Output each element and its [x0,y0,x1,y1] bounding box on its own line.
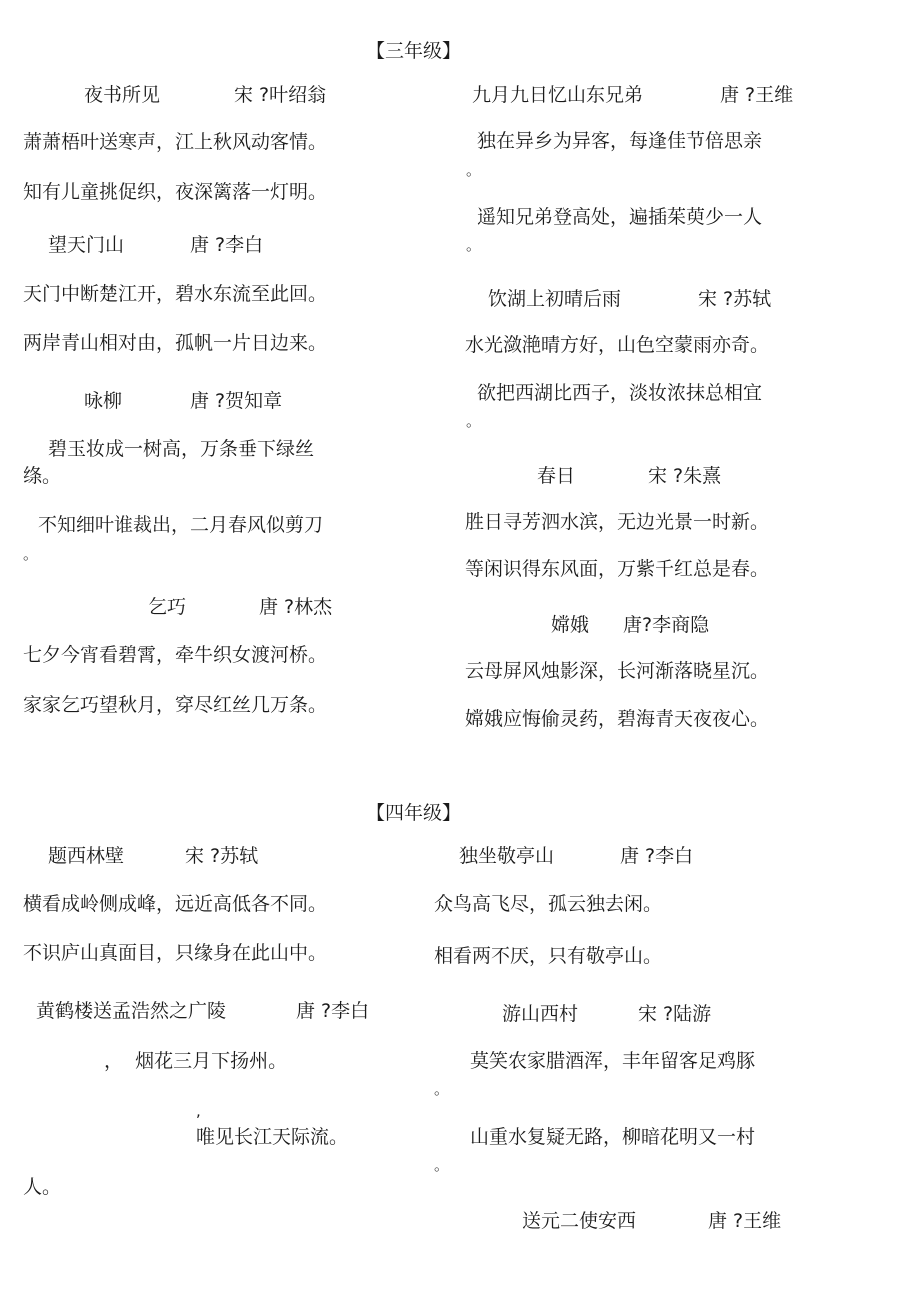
poem-line: 。 [23,545,39,563]
poem-line: 横看成岭侧成峰，远近高低各不同。 [23,893,328,915]
poem-line: 独在异乡为异客，每逢佳节倍思亲 [477,130,763,152]
poem-line: 绦。 [23,465,62,487]
poem-line: 水光潋滟晴方好，山色空蒙雨亦奇。 [465,334,770,356]
poem-line: 不识庐山真面目，只缘身在此山中。 [23,942,328,964]
grade3-heading: 【三年级】 [366,40,462,62]
poem-line: 莫笑农家腊酒浑，丰年留客足鸡豚 [470,1050,756,1072]
poem-title: 题西林壁 [48,845,125,867]
poem-title: 嫦娥 [551,614,590,636]
poem-author: 宋 ?苏轼 [698,288,772,310]
poem-line: 等闲识得东风面，万紫千红总是春。 [465,558,770,580]
poem-title: 独坐敬亭山 [459,845,555,867]
poem-author: 唐 ?李白 [296,1000,370,1022]
poem-title: 送元二使安西 [522,1210,637,1232]
poem-line: 云母屏风烛影深，长河渐落晓星沉。 [465,660,770,682]
poem-author: 宋 ?朱熹 [648,465,722,487]
grade4-heading: 【四年级】 [366,802,462,824]
poem-line: 。 [466,236,482,254]
poem-author: 唐 ?王维 [720,84,794,106]
poem-title: 咏柳 [84,390,123,412]
poem-line: 遥知兄弟登高处，遍插茱萸少一人 [477,206,763,228]
poem-line: 人。 [23,1176,62,1198]
poem-author: 唐 ?王维 [708,1210,782,1232]
poem-line: 山重水复疑无路，柳暗花明又一村 [470,1126,756,1148]
poem-line: 两岸青山相对由，孤帆一片日边来。 [23,332,328,354]
poem-author: 唐 ?李白 [620,845,694,867]
poem-author: 唐 ?贺知章 [190,390,283,412]
poem-line: 不知细叶谁裁出，二月春风似剪刀 [38,514,324,536]
poem-title: 游山西村 [502,1003,579,1025]
poem-author: 唐?李商隐 [623,614,710,636]
poem-author: 宋 ?苏轼 [185,845,259,867]
poem-title: 春日 [537,465,576,487]
poem-line: 。 [434,1156,450,1174]
poem-line: 唯见长江天际流。 [196,1126,349,1148]
poem-title: 夜书所见 [84,84,161,106]
poem-line: 知有儿童挑促织，夜深篱落一灯明。 [23,181,328,203]
poem-line: 。 [466,412,482,430]
poem-line: 家家乞巧望秋月，穿尽红丝几万条。 [23,694,328,716]
poem-author: 唐 ?李白 [190,234,264,256]
poem-line: 。 [434,1080,450,1098]
poem-title: 九月九日忆山东兄弟 [472,84,644,106]
poem-author: 唐 ?林杰 [259,596,333,618]
poem-title: 饮湖上初晴后雨 [488,288,622,310]
poem-line: ， 烟花三月下扬州。 [104,1050,288,1072]
poem-line: 众鸟高飞尽，孤云独去闲。 [434,893,663,915]
poem-line: 碧玉妆成一树高，万条垂下绿丝 [48,438,315,460]
poem-title: 乞巧 [148,596,187,618]
poem-line: , [196,1102,201,1120]
poem-line: 七夕今宵看碧霄，牵牛织女渡河桥。 [23,644,328,666]
poem-line: 欲把西湖比西子，淡妆浓抹总相宜 [477,382,763,404]
poem-title: 黄鹤楼送孟浩然之广陵 [36,1000,227,1022]
poem-line: 萧萧梧叶送寒声，江上秋风动客情。 [23,131,328,153]
poem-line: 天门中断楚江开，碧水东流至此回。 [23,283,328,305]
poem-line: 相看两不厌，只有敬亭山。 [434,945,663,967]
poem-title: 望天门山 [48,234,125,256]
poem-author: 宋 ?叶绍翁 [234,84,327,106]
poem-line: 嫦娥应悔偷灵药，碧海青天夜夜心。 [465,708,770,730]
poem-author: 宋 ?陆游 [638,1003,712,1025]
poem-line: 胜日寻芳泗水滨，无边光景一时新。 [465,511,770,533]
poem-line: 。 [466,161,482,179]
